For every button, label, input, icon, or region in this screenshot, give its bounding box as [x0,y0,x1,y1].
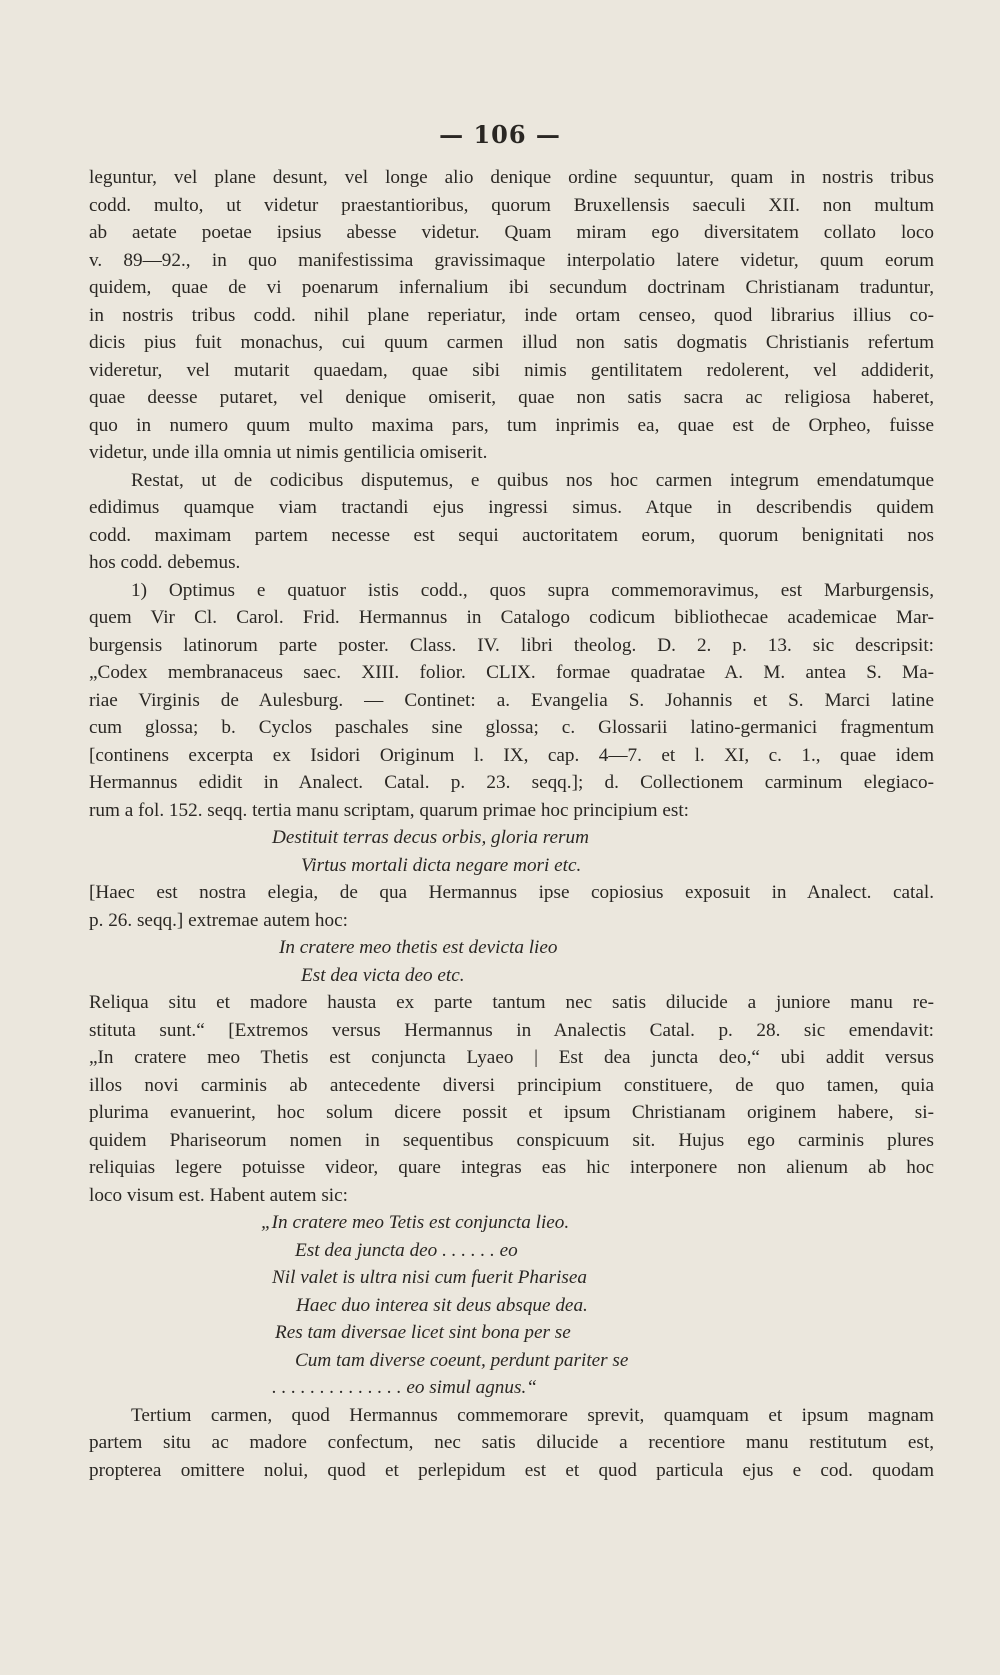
text-line: [continens excerpta ex Isidori Originum l. IX, cap. 4—7. et l. XI, c. 1., quae idem [89,744,934,766]
text-line: ab aetate poetae ipsius abesse videtur. Quam miram ego diversitatem collato loco [89,222,934,243]
verse-line: „In cratere meo Tetis est conjuncta lieo. [261,1212,570,1233]
verse-line: . . . . . . . . . . . . . . eo simul agnus.“ [272,1377,537,1398]
text-line: dicis pius fuit monachus, cui quum carmen illud non satis dogmatis Christianis refertum [89,332,934,353]
text-line: videtur, unde illa omnia ut nimis gentilicia omiserit. [89,442,488,463]
text-line: riae Virginis de Aulesburg. — Continet: a. Evangelia S. Johannis et S. Marci latine [89,689,934,711]
text-line: rum a fol. 152. seqq. tertia manu scriptam, quarum primae hoc principium est: [89,799,689,821]
text-line: hos codd. debemus. [89,552,241,573]
verse-line: In cratere meo thetis est devicta lieo [279,937,558,958]
text-line: codd. maximam partem necesse est sequi auctoritatem eorum, quorum benignitati nos [89,524,934,546]
text-line: Reliqua situ et madore hausta ex parte tantum nec satis dilucide a juniore manu re- [89,992,934,1013]
text-line: leguntur, vel plane desunt, vel longe alio denique ordine sequuntur, quam in nostris tribus [89,167,934,188]
verse-line: Virtus mortali dicta negare mori etc. [301,854,582,876]
text-line: in nostris tribus codd. nihil plane reperiatur, inde ortam censeo, quod librarius illius co- [89,304,934,326]
verse-line: Est dea juncta deo . . . . . . eo [295,1239,518,1261]
text-line: reliquias legere potuisse videor, quare integras eas hic interponere non alienum ab hoc [89,1157,934,1178]
body-text [89,164,934,1484]
text-line: partem situ ac madore confectum, nec satis dilucide a recentiore manu restitutum est, [89,1432,934,1453]
verse-line: Haec duo interea sit deus absque dea. [296,1294,588,1316]
verse-line: Res tam diversae licet sint bona per se [275,1322,571,1343]
text-line: edidimus quamque viam tractandi ejus ingressi simus. Atque in describendis quidem [89,497,934,518]
text-line: Restat, ut de codicibus disputemus, e quibus nos hoc carmen integrum emendatumque [131,469,934,491]
verse-line: Cum tam diverse coeunt, perdunt pariter se [295,1349,629,1371]
text-line: quo in numero quum multo maxima pars, tum inprimis ea, quae est de Orpheo, fuisse [89,414,934,436]
text-line: Hermannus edidit in Analect. Catal. p. 23. seqq.]; d. Collectionem carminum elegiaco- [89,772,934,793]
verse-line: Destituit terras decus orbis, gloria rerum [272,827,589,848]
page-number: — 106 — [439,120,561,149]
text-line: p. 26. seqq.] extremae autem hoc: [89,909,348,931]
text-line: 1) Optimus e quatuor istis codd., quos supra commemoravimus, est Marburgensis, [131,579,934,601]
text-line: „Codex membranaceus saec. XIII. folior. CLIX. formae quadratae A. M. antea S. Ma- [89,662,934,683]
text-line: quidem, quae de vi poenarum infernalium ibi secundum doctrinam Christianam traduntur, [89,277,934,298]
text-line: quidem Phariseorum nomen in sequentibus conspicuum sit. Hujus ego carminis plures [89,1129,934,1151]
text-line: codd. multo, ut videtur praestantioribus, quorum Bruxellensis saeculi XII. non multum [89,194,934,216]
text-line: videretur, vel mutarit quaedam, quae sibi nimis gentilitatem redolerent, vel addiderit, [89,359,934,381]
text-line: quae deesse putaret, vel denique omiserit, quae non satis sacra ac religiosa haberet, [89,387,934,408]
text-line: v. 89—92., in quo manifestissima gravissimaque interpolatio latere videtur, quum eorum [89,249,934,271]
verse-line: Nil valet is ultra nisi cum fuerit Pharisea [272,1267,587,1288]
text-line: burgensis latinorum parte poster. Class. IV. libri theolog. D. 2. p. 13. sic descripsit: [89,634,934,656]
text-line: propterea omittere nolui, quod et perlepidum est et quod particula ejus e cod. quodam [89,1459,934,1481]
text-line: cum glossa; b. Cyclos paschales sine glossa; c. Glossarii latino-germanici fragmentum [89,717,934,738]
text-line: loco visum est. Habent autem sic: [89,1184,348,1206]
text-line: plurima evanuerint, hoc solum dicere possit et ipsum Christianam originem habere, si- [89,1102,934,1123]
verse-line: Est dea victa deo etc. [301,964,465,986]
text-line: illos novi carminis ab antecedente diversi principium constituere, de quo tamen, quia [89,1074,934,1096]
text-line: stituta sunt.“ [Extremos versus Hermannus in Analectis Catal. p. 28. sic emendavit: [89,1019,934,1041]
text-line: Tertium carmen, quod Hermannus commemorare sprevit, quamquam et ipsum magnam [131,1404,934,1426]
text-line: quem Vir Cl. Carol. Frid. Hermannus in Catalogo codicum bibliothecae academicae Mar- [89,607,934,628]
text-line: [Haec est nostra elegia, de qua Hermannus ipse copiosius exposuit in Analect. catal. [89,882,934,903]
text-line: „In cratere meo Thetis est conjuncta Lyaeo | Est dea juncta deo,“ ubi addit versus [89,1047,934,1068]
